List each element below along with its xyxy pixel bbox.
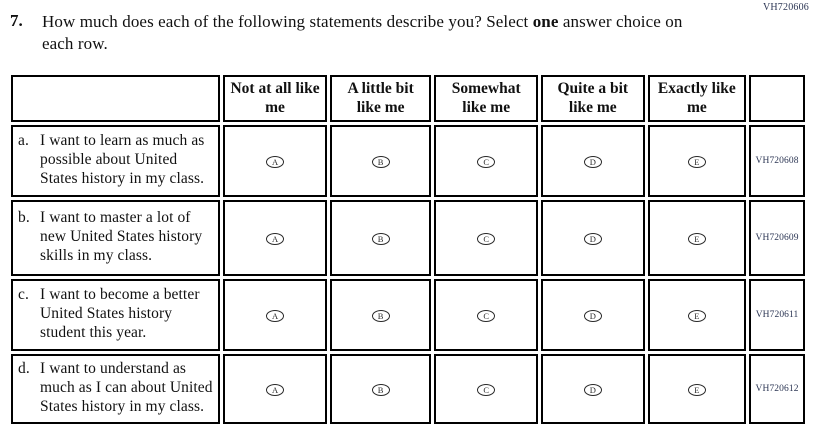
item-code: VH720608 <box>749 125 805 197</box>
row-label: c. <box>18 286 29 304</box>
statement-cell-d <box>11 354 220 424</box>
option-bubble-d[interactable]: D <box>584 310 602 322</box>
row-statement: I want to master a lot of new United States history skills in my class. <box>40 209 203 265</box>
statement-cell-a <box>11 125 220 197</box>
table-row-d <box>11 354 805 424</box>
option-bubble-a[interactable]: A <box>266 384 284 396</box>
statement-cell-b <box>11 200 220 276</box>
row-label: d. <box>18 360 30 378</box>
question-text-after: answer choice on each row. <box>42 12 683 54</box>
option-bubble-d[interactable]: D <box>584 233 602 245</box>
option-cell-b-A[interactable] <box>223 200 327 276</box>
option-bubble-c[interactable]: C <box>477 233 495 245</box>
form-code: VH720606 <box>762 2 809 13</box>
option-cell-b-D[interactable] <box>541 200 645 276</box>
option-cell-b-C[interactable] <box>434 200 538 276</box>
option-cell-d-B[interactable] <box>330 354 432 424</box>
option-cell-d-E[interactable] <box>648 354 747 424</box>
option-bubble-e[interactable]: E <box>688 156 706 168</box>
table-row-b <box>11 200 805 276</box>
header-quite-a-bit: Quite a bit like me <box>541 75 645 122</box>
row-statement: I want to learn as much as possible about United States history in my class. <box>40 132 205 188</box>
statement-cell-c <box>11 279 220 351</box>
header-empty-code <box>749 75 805 122</box>
option-bubble-e[interactable]: E <box>688 310 706 322</box>
option-cell-b-B[interactable] <box>330 200 432 276</box>
option-cell-d-A[interactable] <box>223 354 327 424</box>
option-cell-c-B[interactable] <box>330 279 432 351</box>
option-cell-b-E[interactable] <box>648 200 747 276</box>
option-cell-a-E[interactable] <box>648 125 747 197</box>
option-bubble-b[interactable]: B <box>372 310 390 322</box>
item-code: VH720611 <box>749 279 805 351</box>
response-matrix-table <box>8 72 808 427</box>
question-block <box>10 11 712 56</box>
option-cell-c-E[interactable] <box>648 279 747 351</box>
option-cell-c-D[interactable] <box>541 279 645 351</box>
option-bubble-a[interactable]: A <box>266 156 284 168</box>
question-text <box>42 11 712 56</box>
question-number: 7. <box>10 11 23 30</box>
option-bubble-b[interactable]: B <box>372 156 390 168</box>
header-not-at-all: Not at all like me <box>223 75 327 122</box>
header-somewhat: Somewhat like me <box>434 75 538 122</box>
table-row-c <box>11 279 805 351</box>
header-empty-statement <box>11 75 220 122</box>
option-cell-a-D[interactable] <box>541 125 645 197</box>
option-cell-a-B[interactable] <box>330 125 432 197</box>
option-bubble-a[interactable]: A <box>266 233 284 245</box>
table-row-a <box>11 125 805 197</box>
option-bubble-b[interactable]: B <box>372 233 390 245</box>
option-cell-a-C[interactable] <box>434 125 538 197</box>
option-bubble-e[interactable]: E <box>688 233 706 245</box>
option-cell-d-D[interactable] <box>541 354 645 424</box>
option-bubble-c[interactable]: C <box>477 310 495 322</box>
option-cell-c-C[interactable] <box>434 279 538 351</box>
option-bubble-a[interactable]: A <box>266 310 284 322</box>
option-cell-d-C[interactable] <box>434 354 538 424</box>
option-bubble-d[interactable]: D <box>584 384 602 396</box>
option-cell-c-A[interactable] <box>223 279 327 351</box>
question-text-bold: one <box>532 12 559 31</box>
item-code: VH720609 <box>749 200 805 276</box>
option-bubble-b[interactable]: B <box>372 384 390 396</box>
option-bubble-c[interactable]: C <box>477 156 495 168</box>
question-text-before: How much does each of the following statements describe you? Select <box>42 12 533 31</box>
row-statement: I want to become a better United States history student this year. <box>40 286 200 342</box>
option-bubble-d[interactable]: D <box>584 156 602 168</box>
header-row <box>11 75 805 122</box>
row-statement: I want to understand as much as I can about United States history in my class. <box>40 360 213 416</box>
header-exactly-like: Exactly like me <box>648 75 747 122</box>
option-bubble-e[interactable]: E <box>688 384 706 396</box>
option-cell-a-A[interactable] <box>223 125 327 197</box>
row-label: a. <box>18 132 29 150</box>
option-bubble-c[interactable]: C <box>477 384 495 396</box>
row-label: b. <box>18 209 30 227</box>
item-code: VH720612 <box>749 354 805 424</box>
header-a-little-bit: A little bit like me <box>330 75 432 122</box>
